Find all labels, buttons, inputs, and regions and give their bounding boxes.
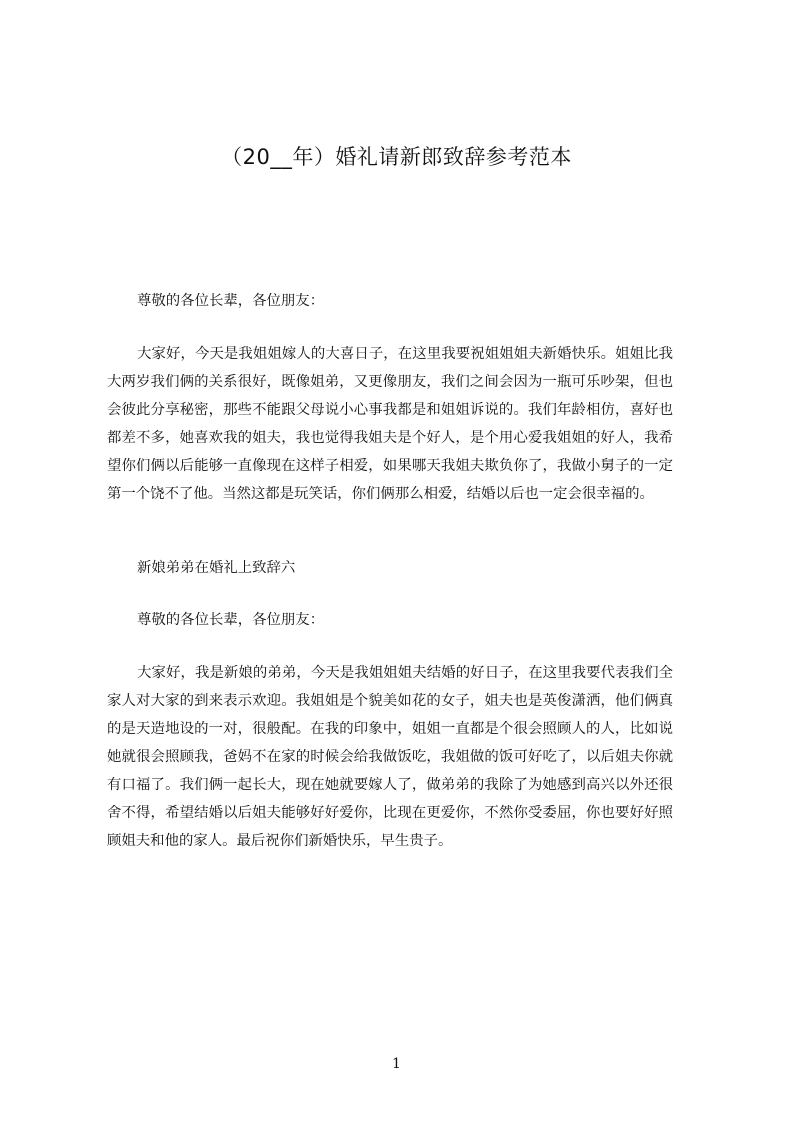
greeting-paragraph: 尊敬的各位长辈，各位朋友： [137, 612, 325, 628]
document-title: （20__年）婚礼请新郎致辞参考范本 [221, 145, 572, 169]
body-paragraph: 大家好，我是新娘的弟弟，今天是我姐姐姐夫结婚的好日子，在这里我要代表我们全家人对大家的到来表示欢迎。我姐姐是个貌美如花的女子，姐夫也是英俊潇洒，他们俩真的是天造地设的一对，很般配。在我的印象中，姐姐一直都是个很会照顾人的人，比如说她就很会照顾我，爸妈不在家的时候会给我做饭吃，我姐做的饭可好吃了，以后姐夫你就有口福了。我们俩一起长大，现在她就要嫁人了，做弟弟的我除了为她感到高兴以外还很舍不得，希望结婚以后姐夫能够好好爱你，比现在更爱你，不然你受委屈，你也要好好照顾姐夫和他的家人。最后祝你们新婚快乐，早生贵子。 [107, 665, 673, 849]
page-number: 1 [392, 1056, 401, 1072]
section-heading: 新娘弟弟在婚礼上致辞六 [137, 560, 296, 576]
greeting-paragraph: 尊敬的各位长辈，各位朋友： [137, 293, 325, 309]
body-paragraph: 大家好，今天是我姐姐嫁人的大喜日子，在这里我要祝姐姐姐夫新婚快乐。姐姐比我大两岁我们俩的关系很好，既像姐弟，又更像朋友，我们之间会因为一瓶可乐吵架，但也会彼此分享秘密，那些不能跟父母说小心事我都是和姐姐诉说的。我们年龄相仿，喜好也都差不多，她喜欢我的姐夫，我也觉得我姐夫是个好人，是个用心爱我姐姐的好人，我希望你们俩以后能够一直像现在这样子相爱，如果哪天我姐夫欺负你了，我做小舅子的一定第一个饶不了他。当然这都是玩笑话，你们俩那么相爱，结婚以后也一定会很幸福的。 [107, 346, 673, 502]
